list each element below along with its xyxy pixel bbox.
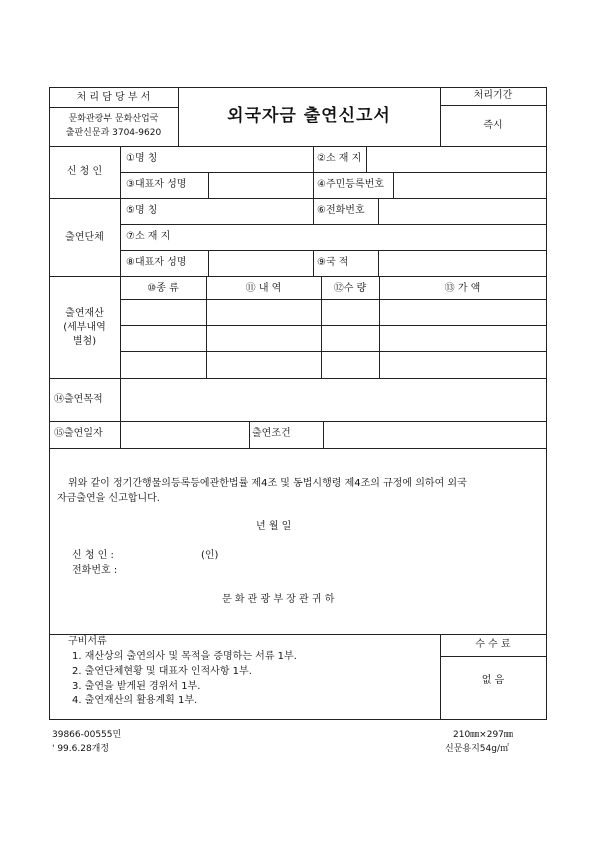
declaration-date: 년 월 일 bbox=[256, 521, 292, 532]
property-detail-rows[interactable] bbox=[121, 300, 546, 378]
applicant-address-label: ②소 재 지 bbox=[317, 153, 362, 164]
processing-period-value: 즉시 bbox=[483, 120, 503, 131]
applicant-section-label: 신 청 인 bbox=[66, 166, 103, 177]
contributor-phone-field[interactable] bbox=[379, 199, 545, 224]
purpose-label: ⑭출연목적 bbox=[54, 394, 103, 405]
property-col-type: ⑩종 류 bbox=[147, 283, 179, 294]
applicant-rep-label: ③대표자 성명 bbox=[126, 179, 187, 190]
footer-revised-date: ' 99.6.28개정 bbox=[52, 744, 110, 754]
contributor-rep-field[interactable] bbox=[209, 251, 312, 276]
contributor-address-field[interactable] bbox=[209, 225, 545, 250]
declaration-text-line2: 자금출연을 신고합니다. bbox=[57, 493, 160, 504]
contributor-phone-label: ⑥전화번호 bbox=[317, 205, 365, 216]
footer-form-code: 39866-00555민 bbox=[52, 730, 122, 740]
contribution-date-label: ⑮출연일자 bbox=[54, 428, 103, 439]
property-section-line2: (세부내역 bbox=[63, 322, 106, 333]
declaration-addressee: 문 화 관 광 부 장 관 귀 하 bbox=[222, 594, 335, 605]
contributor-rep-label: ⑧대표자 성명 bbox=[126, 257, 187, 268]
form-title: 외국자금 출연신고서 bbox=[227, 106, 391, 126]
processing-dept-title: 처 리 담 당 부 서 bbox=[76, 92, 151, 103]
processing-period-title: 처리기간 bbox=[473, 90, 513, 101]
contribution-condition-field[interactable] bbox=[324, 422, 546, 448]
contributor-name-label: ⑤명 칭 bbox=[126, 205, 158, 216]
property-section-line3: 별첨) bbox=[72, 336, 97, 347]
contribution-date-field[interactable] bbox=[121, 422, 248, 448]
documents-title: 구비서류 bbox=[68, 636, 107, 647]
property-col-value: ⑬ 가 액 bbox=[444, 283, 481, 294]
property-section-line1: 출연재산 bbox=[65, 308, 104, 319]
applicant-name-label: ①명 칭 bbox=[126, 153, 158, 164]
declaration-text-line1: 위와 같이 정기간행물의등록등에관한법률 제4조 및 동법시행령 제4조의 규정에 의하여 외국 bbox=[68, 478, 467, 489]
contributor-address-label: ⑦소 재 지 bbox=[126, 231, 171, 242]
documents-item: 2. 출연단체현황 및 대표자 인적사항 1부. bbox=[72, 666, 252, 677]
processing-dept-line2: 출판신문과 3704-9620 bbox=[65, 128, 162, 138]
property-col-qty: ⑫수 량 bbox=[333, 283, 367, 294]
applicant-id-field[interactable] bbox=[394, 173, 545, 198]
fee-value: 없 음 bbox=[481, 675, 505, 686]
contributor-name-field[interactable] bbox=[209, 199, 312, 224]
applicant-name-field[interactable] bbox=[180, 147, 312, 172]
footer-paper-size: 210㎜×297㎜ bbox=[453, 730, 513, 740]
declaration-seal: (인) bbox=[201, 550, 219, 561]
declaration-phone-label: 전화번호 : bbox=[72, 565, 118, 576]
applicant-rep-field[interactable] bbox=[209, 173, 312, 198]
documents-item: 4. 출연재산의 활용계획 1부. bbox=[72, 695, 198, 706]
contributor-section-label: 출연단체 bbox=[65, 232, 104, 243]
documents-item: 3. 출연을 받게된 경위서 1부. bbox=[72, 681, 201, 692]
applicant-id-label: ④주민등록번호 bbox=[317, 179, 384, 190]
declaration-applicant-label: 신 청 인 : bbox=[72, 550, 114, 561]
footer-paper-type: 신문용지54g/㎡ bbox=[445, 744, 509, 754]
contributor-nation-field[interactable] bbox=[379, 251, 545, 276]
fee-title: 수 수 료 bbox=[475, 639, 511, 650]
contribution-condition-label: 출연조건 bbox=[252, 428, 291, 439]
documents-item: 1. 재산상의 출연의사 및 목적을 증명하는 서류 1부. bbox=[72, 651, 297, 662]
processing-dept-line1: 문화관광부 문화산업국 bbox=[68, 114, 159, 124]
purpose-field[interactable] bbox=[121, 379, 546, 421]
applicant-address-field[interactable] bbox=[367, 147, 545, 172]
property-col-detail: ⑪ 내 역 bbox=[245, 283, 282, 294]
contributor-nation-label: ⑨국 적 bbox=[317, 257, 349, 268]
